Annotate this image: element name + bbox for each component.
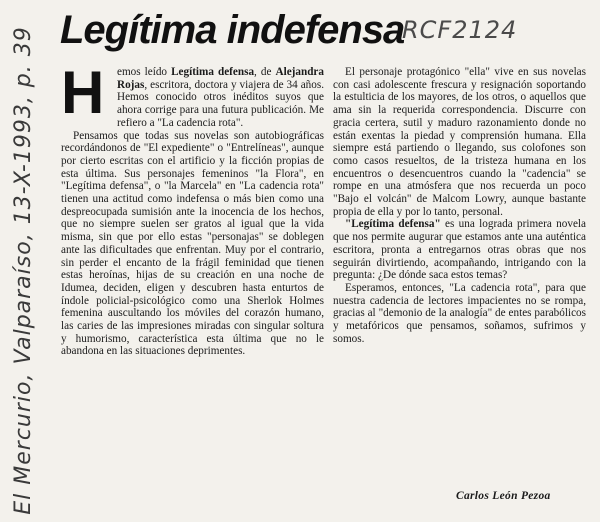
book-title: "Legítima defensa": [345, 218, 441, 231]
book-title: Legítima defensa: [171, 66, 255, 78]
handwritten-catalog-code: RCF2124: [402, 16, 518, 44]
drop-cap: H: [61, 59, 105, 126]
paragraph: "Legítima defensa" es una lograda primera novela que nos permite augurar que estamos ante una auténtica escritora, pronta a entregarnos otras obras que nos seguirán divirtiendo, acompañando, intrigando con la pregunta: ¿De dónde saca estos temas?: [333, 218, 586, 282]
paragraph: El personaje protagónico "ella" vive en sus novelas con casi adolescente frescura y resignación soportando la estulticia de los mayores, de los otros, o aquellos que ama sin la requerida correspondencia. Discurre con gracia certera, sutil y maduro razonamiento donde no están exentas la piedad y comprensión humana. Ella siempre está partiendo o llegando, sus colofones son como casos resueltos, de la tristeza humana en los encuentros o desencuentros cuando la "cadencia" se rompe en una atmósfera que nos recuerda un poco "Bajo el volcán" de Malcom Lowry, aunque bastante propia de ella y por lo tanto, personal.: [333, 66, 586, 218]
article-column-left: [61, 59, 324, 358]
article-column-right: [333, 66, 586, 345]
book-author: Alejandra Rojas: [117, 66, 324, 91]
article-title: Legítima indefensa: [60, 8, 405, 52]
article-author: Carlos León Pezoa: [456, 490, 551, 502]
handwritten-source-note: El Mercurio, Valparaíso, 13-X-1993, p. 39: [10, 25, 36, 515]
paragraph: H emos leído Legítima defensa, de Alejandra Rojas, escritora, doctora y viajera de 34 años. Hemos conocido otros inéditos suyos que ahora corrige para una futura publicación. Me refiero a "La cadencia rota".: [61, 59, 324, 129]
paragraph: Esperamos, entonces, "La cadencia rota", para que nuestra cadencia de lectores impacientes no se rompa, gracias al "demonio de la analogía" de entes parabólicos y metafóricos que pensamos, soñamos, sufrimos y somos.: [333, 281, 586, 345]
paragraph: Pensamos que todas sus novelas son autobiográficas recordándonos de "El expediente" o "Entrelíneas", aunque por cierto escritas con el artificio y la ficción propias de esta última. Sus personajes femeninos "la Flora", en "Legítima defensa", o "la Marcela" en "La cadencia rota" tienen una actitud como indefensa o más bien como una despreocupada sumisión ante la inocencia de los hechos, que no siempre suelen ser gratos al igual que la vida misma, sin que por ello estas "personajas" se doblegen ante las dificultades que enfrentan. Muy por el contrario, sin perder el encanto de la frágil feminidad que tienen estas heroínas, hijas de su creación en una noche de Idumea, deciden, eligen y descubren hasta enturtos de índole policial-psicológico como una Sherlok Holmes femenina auscultando los móviles del corazón humano, las caries de las impresiones miradas con singular soltura y humorismo, característica esta última que no le abandona en las situaciones deprimentes.: [61, 129, 324, 358]
